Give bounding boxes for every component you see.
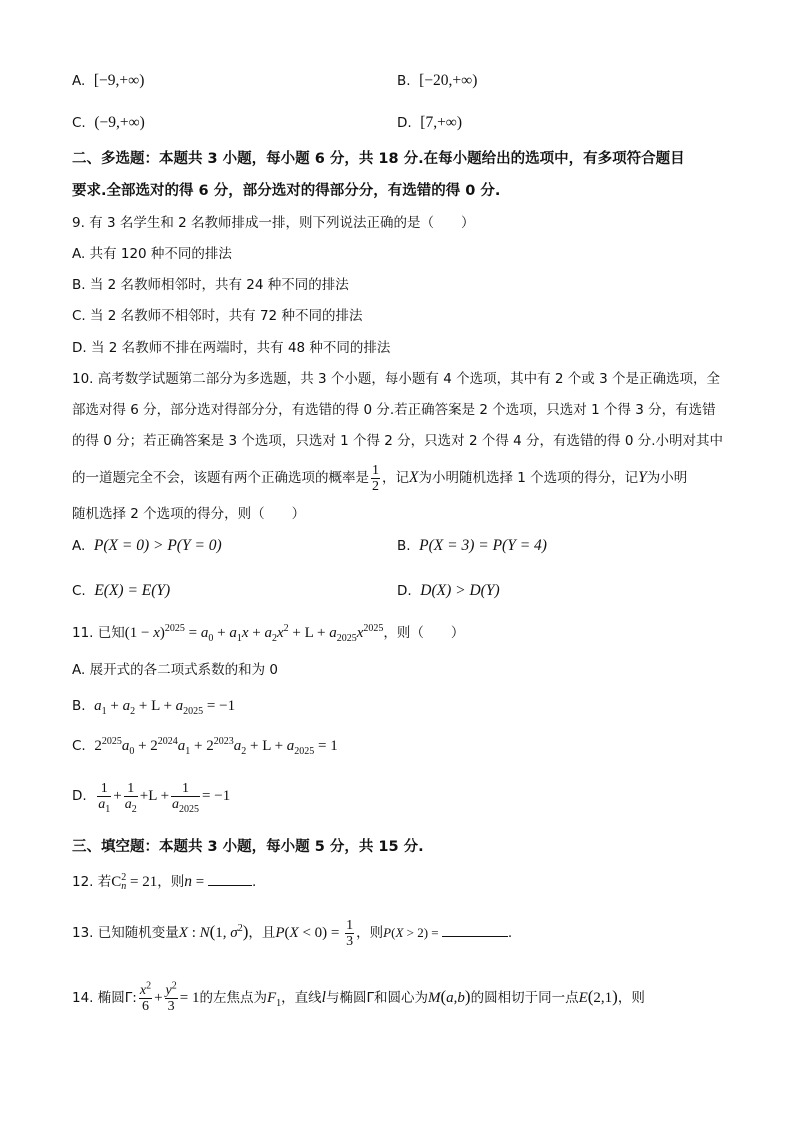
section2-heading-line2: 要求.全部选对的得 6 分，部分选对的得部分分，有选错的得 0 分. bbox=[72, 183, 501, 199]
q11-option-c bbox=[72, 737, 338, 755]
section3-heading: 三、填空题：本题共 3 小题，每小题 5 分，共 15 分. bbox=[72, 839, 424, 855]
q10-fraction-one-half bbox=[371, 463, 380, 494]
q13-distribution: X : N(1, $\sigma^2$) bbox=[178, 922, 249, 941]
q10-option-d-label: D. bbox=[397, 583, 412, 599]
q10-stem-line2: 部选对得 6 分，部分选对得部分分，有选错的得 0 分.若正确答案是 2 个选项，只选对 1 个得 3 分，有选错 bbox=[72, 402, 716, 418]
q14-frac-y2-3: $\frac{y^2}{3}$ bbox=[165, 979, 177, 1014]
q11-option-c-rhs: = 1 bbox=[318, 738, 338, 754]
q11-option-c-label: C. bbox=[72, 738, 86, 754]
q14-suffix: ，则 bbox=[617, 990, 645, 1006]
q10-line4-text-a: 的一道题完全不会，该题有两个正确选项的概率是 bbox=[72, 470, 369, 486]
q10-option-b-label: B. bbox=[397, 538, 411, 554]
q10-option-a bbox=[72, 537, 222, 555]
q14-mid4: 的圆相切于同一点 bbox=[470, 990, 579, 1006]
q10-stem-line1: 10. 高考数学试题第二部分为多选题，共 3 个小题，每小题有 4 个选项，其中有 2 个或 3 个是正确选项，全 bbox=[72, 371, 720, 387]
q14-frac-x2-6: $\frac{x^2}{6}$ bbox=[139, 979, 152, 1014]
q8-option-c-label: C. bbox=[72, 115, 86, 131]
q13-prefix: 13. 已知随机变量 bbox=[72, 925, 179, 941]
q12-suffix: . bbox=[251, 874, 257, 890]
q8-option-d bbox=[397, 114, 462, 132]
q13-suffix: . bbox=[507, 925, 513, 941]
q13-fraction-one-third bbox=[345, 918, 354, 949]
q12-answer-blank[interactable] bbox=[208, 873, 252, 886]
q11-prefix: 11. 已知 bbox=[72, 625, 125, 641]
q11-option-b-expr: $a_1 + a_2 + L + a_{2025}$ bbox=[94, 698, 204, 717]
q9-option-c: C. 当 2 名教师不相邻时，共有 72 种不同的排法 bbox=[72, 308, 363, 324]
q14-point-e: E(2,1) bbox=[578, 987, 618, 1006]
q11-option-a: A. 展开式的各二项式系数的和为 0 bbox=[72, 662, 278, 678]
q8-option-b-value: [−20,+∞) bbox=[419, 72, 478, 89]
q10-fraction-numerator: 1 bbox=[372, 462, 379, 478]
q8-option-b bbox=[397, 72, 477, 90]
q8-option-b-label: B. bbox=[397, 73, 411, 89]
q11-option-c-expr: $2^{2025}a_0 + 2^{2024}a_1 + 2^{2023}a_2 + L + a_{2025}$ bbox=[94, 736, 315, 757]
q8-option-a bbox=[72, 72, 144, 90]
q10-option-a-label: A. bbox=[72, 538, 86, 554]
q14-focus-f1: $F_1$ bbox=[266, 990, 282, 1009]
q13-given-probability: P(X < 0) = bbox=[275, 925, 344, 941]
q10-option-d bbox=[397, 582, 500, 600]
q10-option-a-expr: P(X = 0) > P(Y = 0) bbox=[93, 537, 222, 554]
q8-option-c bbox=[72, 114, 145, 132]
q10-option-c-expr: E(X) = E(Y) bbox=[94, 582, 171, 599]
q11-option-d-label: D. bbox=[72, 788, 87, 804]
q11-option-d: D. $\frac{1}{a_1}$ + $\frac{1}{a_2}$ +L + $\frac{1}{a_{2025}}$ = −1 bbox=[72, 780, 231, 815]
q10-line4-text-b: ，记 bbox=[382, 470, 409, 486]
q11-suffix: ，则（ ） bbox=[383, 625, 465, 641]
q12-var-n: n bbox=[184, 873, 192, 890]
q14-var-l: l bbox=[321, 989, 326, 1006]
q13-answer-blank[interactable] bbox=[442, 924, 508, 937]
section2-heading-line1: 二、多选题：本题共 3 小题，每小题 6 分，共 18 分.在每小题给出的选项中，有多项符合题目 bbox=[72, 151, 685, 167]
q11-d-frac-3: $\frac{1}{a_{2025}}$ bbox=[172, 780, 200, 815]
q13-frac-num: 1 bbox=[346, 917, 354, 933]
q10-var-y: Y bbox=[638, 469, 647, 486]
q11-d-frac-2: $\frac{1}{a_2}$ bbox=[124, 780, 137, 815]
q10-option-c bbox=[72, 582, 170, 600]
q8-option-c-value: (−9,+∞) bbox=[94, 114, 145, 131]
q9-stem: 9. 有 3 名学生和 2 名教师排成一排，则下列说法正确的是（ ） bbox=[72, 215, 475, 231]
q10-var-x: X bbox=[409, 469, 419, 486]
q11-option-b-label: B. bbox=[72, 698, 86, 714]
q12-prefix: 12. 若 bbox=[72, 874, 112, 890]
q11-option-b-rhs: = −1 bbox=[206, 698, 236, 714]
q13-target-probability: P(X > 2) = bbox=[383, 925, 442, 940]
q10-option-d-expr: D(X) > D(Y) bbox=[420, 582, 500, 599]
q10-stem-line3: 的得 0 分；若正确答案是 3 个选项，只选对 1 个得 2 分，只选对 2 个得 4 分，有选错的得 0 分.小明对其中 bbox=[72, 433, 723, 449]
q13-mid2: ，则 bbox=[356, 925, 384, 941]
q10-fraction-denominator: 2 bbox=[372, 478, 379, 494]
q14-prefix: 14. 椭圆Γ: bbox=[72, 990, 137, 1006]
q13-frac-den: 3 bbox=[346, 933, 354, 949]
q11-option-d-rhs: = −1 bbox=[202, 788, 231, 804]
q14-center-m: M(a,b) bbox=[427, 987, 471, 1006]
q14-mid1: 的左焦点为 bbox=[199, 990, 267, 1006]
q8-option-a-label: A. bbox=[72, 73, 86, 89]
q8-option-a-value: [−9,+∞) bbox=[93, 72, 145, 89]
q10-option-b bbox=[397, 537, 547, 555]
q11-expansion-formula: $(1 - x)^{2025} = a_0 + a_1x + a_2x^2 + L + a_{2025}x^{2025}$ bbox=[124, 623, 384, 644]
q14-mid2: ，直线 bbox=[281, 990, 322, 1006]
q11-d-frac-1: $\frac{1}{a_1}$ bbox=[98, 780, 111, 815]
q12-combination-formula: C 2 n = 21 bbox=[111, 872, 158, 892]
q14-stem: 14. 椭圆Γ: $\frac{x^2}{6}$ + $\frac{y^2}{3}$ = 1的左焦点为$F_1$，直线l与椭圆Γ和圆心为M(a,b)的圆相切于同一点E(2,1)，则 bbox=[72, 979, 645, 1014]
q8-option-d-value: [7,+∞) bbox=[420, 114, 463, 131]
q10-option-b-expr: P(X = 3) = P(Y = 4) bbox=[419, 537, 547, 554]
q12-mid: ，则 bbox=[157, 874, 185, 890]
q10-line4-text-d: 为小明 bbox=[646, 470, 688, 486]
q9-option-d: D. 当 2 名教师不排在两端时，共有 48 种不同的排法 bbox=[72, 340, 391, 356]
q13-mid1: ，且 bbox=[248, 925, 276, 941]
q13-stem bbox=[72, 912, 512, 953]
q10-stem-line4 bbox=[72, 462, 687, 494]
q9-option-b: B. 当 2 名教师相邻时，共有 24 种不同的排法 bbox=[72, 277, 349, 293]
q10-line4-text-c: 为小明随机选择 1 个选项的得分，记 bbox=[418, 470, 639, 486]
q11-stem bbox=[72, 624, 464, 642]
q8-option-d-label: D. bbox=[397, 115, 412, 131]
q9-option-a: A. 共有 120 种不同的排法 bbox=[72, 246, 232, 262]
q14-mid3: 与椭圆Γ和圆心为 bbox=[325, 990, 428, 1006]
q10-option-c-label: C. bbox=[72, 583, 86, 599]
q12-stem: 12. 若C 2 n = 21，则n = . bbox=[72, 872, 257, 892]
q11-option-b bbox=[72, 697, 235, 715]
q10-stem-line5: 随机选择 2 个选项的得分，则（ ） bbox=[72, 506, 306, 522]
